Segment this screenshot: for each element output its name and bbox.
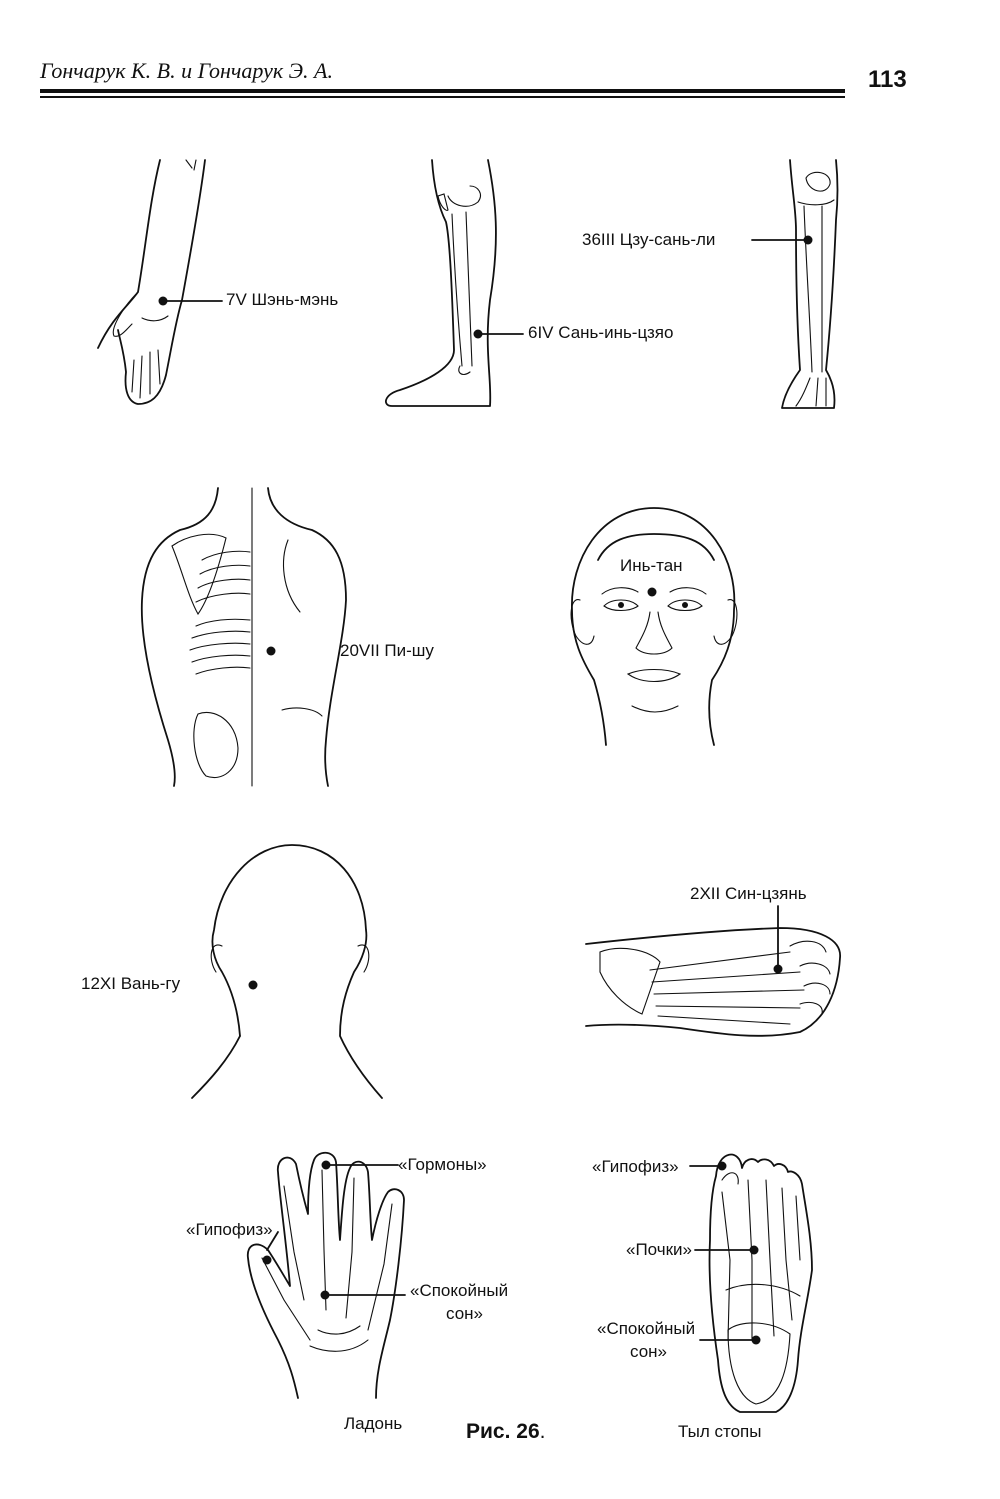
foot-top-point-label: 2XII Син-цзянь	[690, 884, 807, 903]
wrist-point-label: 7V Шэнь-мэнь	[226, 290, 339, 309]
leg-side-point-label: 6IV Сань-инь-цзяо	[528, 323, 674, 342]
foot-top-point-dot	[774, 965, 783, 974]
palm-illustration	[248, 1153, 404, 1398]
leg-side-point-dot	[474, 330, 483, 339]
sole-caption: Тыл стопы	[678, 1422, 762, 1441]
sole-pituitary-dot	[718, 1162, 727, 1171]
back-point-label: 20VII Пи-шу	[340, 641, 434, 660]
sole-sleep-label-line1: «Спокойный	[597, 1319, 696, 1338]
sole-pituitary-label: «Гипофиз»	[592, 1157, 679, 1176]
sole-kidneys-label: «Почки»	[626, 1240, 692, 1259]
wrist-point-dot	[159, 297, 168, 306]
running-header-authors: Гончарук К. В. и Гончарук Э. А.	[40, 58, 333, 83]
palm-sleep-dot	[321, 1291, 330, 1300]
head-back-illustration	[192, 845, 382, 1098]
leg-front-point-dot	[804, 236, 813, 245]
sole-sleep-label-line2: сон»	[630, 1342, 667, 1361]
leg-front-point-label: 36III Цзу-сань-ли	[582, 230, 716, 249]
figure-number: Рис. 26	[466, 1420, 540, 1443]
foot-top-illustration	[586, 928, 840, 1036]
face-point-label: Инь-тан	[620, 556, 683, 575]
head-back-point-label: 12XI Вань-гу	[81, 974, 181, 993]
palm-hormones-dot	[322, 1161, 331, 1170]
back-illustration	[142, 488, 346, 786]
sole-illustration	[709, 1155, 812, 1412]
back-point-dot	[267, 647, 276, 656]
sole-sleep-dot	[752, 1336, 761, 1345]
figure-caption-period: .	[539, 1420, 546, 1443]
palm-pituitary-label: «Гипофиз»	[186, 1220, 273, 1239]
sole-kidneys-dot	[750, 1246, 759, 1255]
page-number: 113	[868, 66, 907, 93]
leg-front-illustration	[782, 160, 838, 408]
palm-sleep-label-line1: «Спокойный	[410, 1281, 509, 1300]
leg-side-illustration	[386, 160, 496, 406]
head-back-point-dot	[249, 981, 258, 990]
face-illustration	[571, 508, 737, 745]
face-point-dot	[648, 588, 657, 597]
wrist-illustration	[98, 160, 205, 404]
palm-caption: Ладонь	[344, 1414, 403, 1433]
figure-caption	[466, 1420, 545, 1444]
palm-hormones-label: «Гормоны»	[398, 1155, 487, 1174]
palm-pituitary-dot	[263, 1256, 272, 1265]
palm-sleep-label-line2: сон»	[446, 1304, 483, 1323]
